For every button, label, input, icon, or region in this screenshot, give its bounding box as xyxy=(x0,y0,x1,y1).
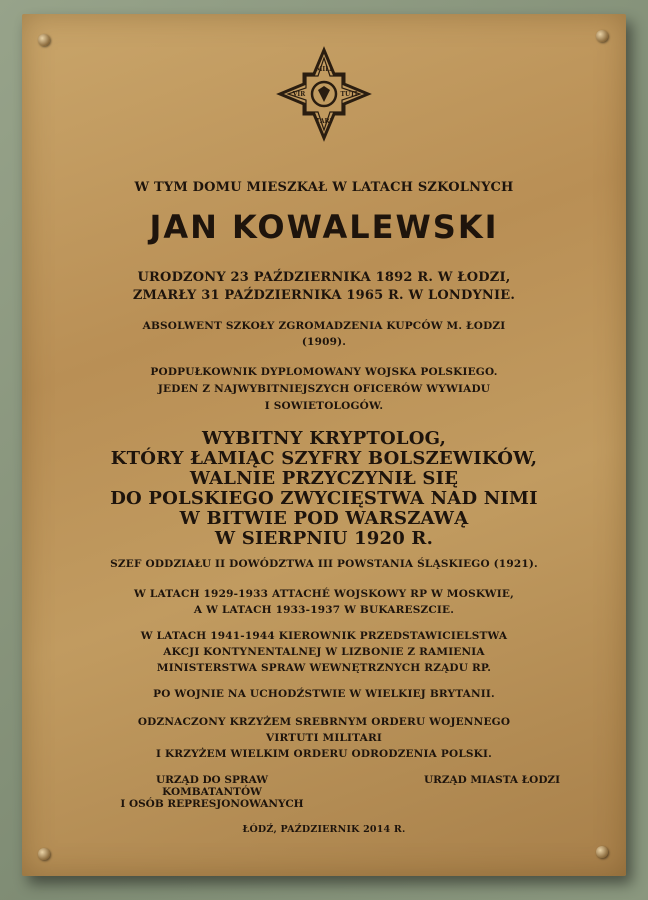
footer-line: ŁÓDŹ, PAŹDZIERNIK 2014 R. xyxy=(242,824,406,835)
school-line-2: (1909). xyxy=(301,336,347,348)
funder-right xyxy=(412,774,572,786)
crypto-line-3: WALNIE PRZYCZYNIŁ SIĘ xyxy=(189,468,459,489)
emblem-text-bottom: TARI xyxy=(315,118,333,125)
crypto-line-1: WYBITNY KRYPTOLOG, xyxy=(201,428,447,449)
crypto-line-5: W BITWIE POD WARSZAWĄ xyxy=(179,508,469,529)
attache-line-2: A W LATACH 1933-1937 W BUKARESZCIE. xyxy=(193,604,455,616)
award-line-3: I KRZYŻEM WIELKIM ORDERU ODRODZENIA POLSKI. xyxy=(156,748,492,760)
virtuti-militari-cross-icon xyxy=(274,44,374,144)
chief-line: SZEF ODDZIAŁU II DOWÓDZTWA III POWSTANIA ŚLĄSKIEGO (1921). xyxy=(110,558,538,570)
attache-line-1: W LATACH 1929-1933 ATTACHÉ WOJSKOWY RP W MOSKWIE, xyxy=(134,588,514,600)
emblem-text-left: VIR xyxy=(292,91,306,98)
rank-line-1: PODPUŁKOWNIK DYPLOMOWANY WOJSKA POLSKIEGO. xyxy=(150,366,498,378)
crypto-line-4: DO POLSKIEGO ZWYCIĘSTWA NAD NIMI xyxy=(110,488,538,509)
lisbon-line-3: MINISTERSTWA SPRAW WEWNĘTRZNYCH RZĄDU RP. xyxy=(156,662,492,674)
emblem-text-right: TUTI xyxy=(340,91,358,98)
funder-right-line: URZĄD MIASTA ŁODZI xyxy=(423,774,561,786)
emblem-text-top: MILI xyxy=(315,66,333,73)
exile-line: PO WOJNIE NA UCHODŹSTWIE W WIELKIEJ BRYTANII. xyxy=(153,688,495,700)
crypto-line-2: KTÓRY ŁAMIĄC SZYFRY BOLSZEWIKÓW, xyxy=(110,448,538,469)
school-line-1: ABSOLWENT SZKOŁY ZGROMADZENIA KUPCÓW M. ŁODZI xyxy=(142,320,506,332)
memorial-plaque xyxy=(22,14,626,876)
crypto-line-6: W SIERPNIU 1920 R. xyxy=(214,528,434,549)
award-line-2: VIRTUTI MILITARI xyxy=(265,732,382,744)
funder-left-line-1: URZĄD DO SPRAW KOMBATANTÓW xyxy=(156,774,268,798)
funder-left xyxy=(112,774,312,810)
birth-line: URODZONY 23 PAŹDZIERNIKA 1892 R. W ŁODZI, xyxy=(137,270,511,285)
rank-line-3: I SOWIETOLOGÓW. xyxy=(264,400,384,412)
lisbon-line-2: AKCJI KONTYNENTALNEJ W LIZBONIE Z RAMIENIA xyxy=(163,646,485,658)
person-name: JAN KOWALEWSKI xyxy=(149,208,499,246)
death-line: ZMARŁY 31 PAŹDZIERNIKA 1965 R. W LONDYNIE. xyxy=(132,288,516,303)
intro-line: W TYM DOMU MIESZKAŁ W LATACH SZKOLNYCH xyxy=(134,180,514,195)
funder-left-line-2: I OSÓB REPRESJONOWANYCH xyxy=(120,798,304,810)
plaque-inscription xyxy=(22,14,626,876)
rank-line-2: JEDEN Z NAJWYBITNIEJSZYCH OFICERÓW WYWIADU xyxy=(157,383,491,395)
lisbon-line-1: W LATACH 1941-1944 KIEROWNIK PRZEDSTAWICIELSTWA xyxy=(140,630,508,642)
award-line-1: ODZNACZONY KRZYŻEM SREBRNYM ORDERU WOJENNEGO xyxy=(137,716,511,728)
